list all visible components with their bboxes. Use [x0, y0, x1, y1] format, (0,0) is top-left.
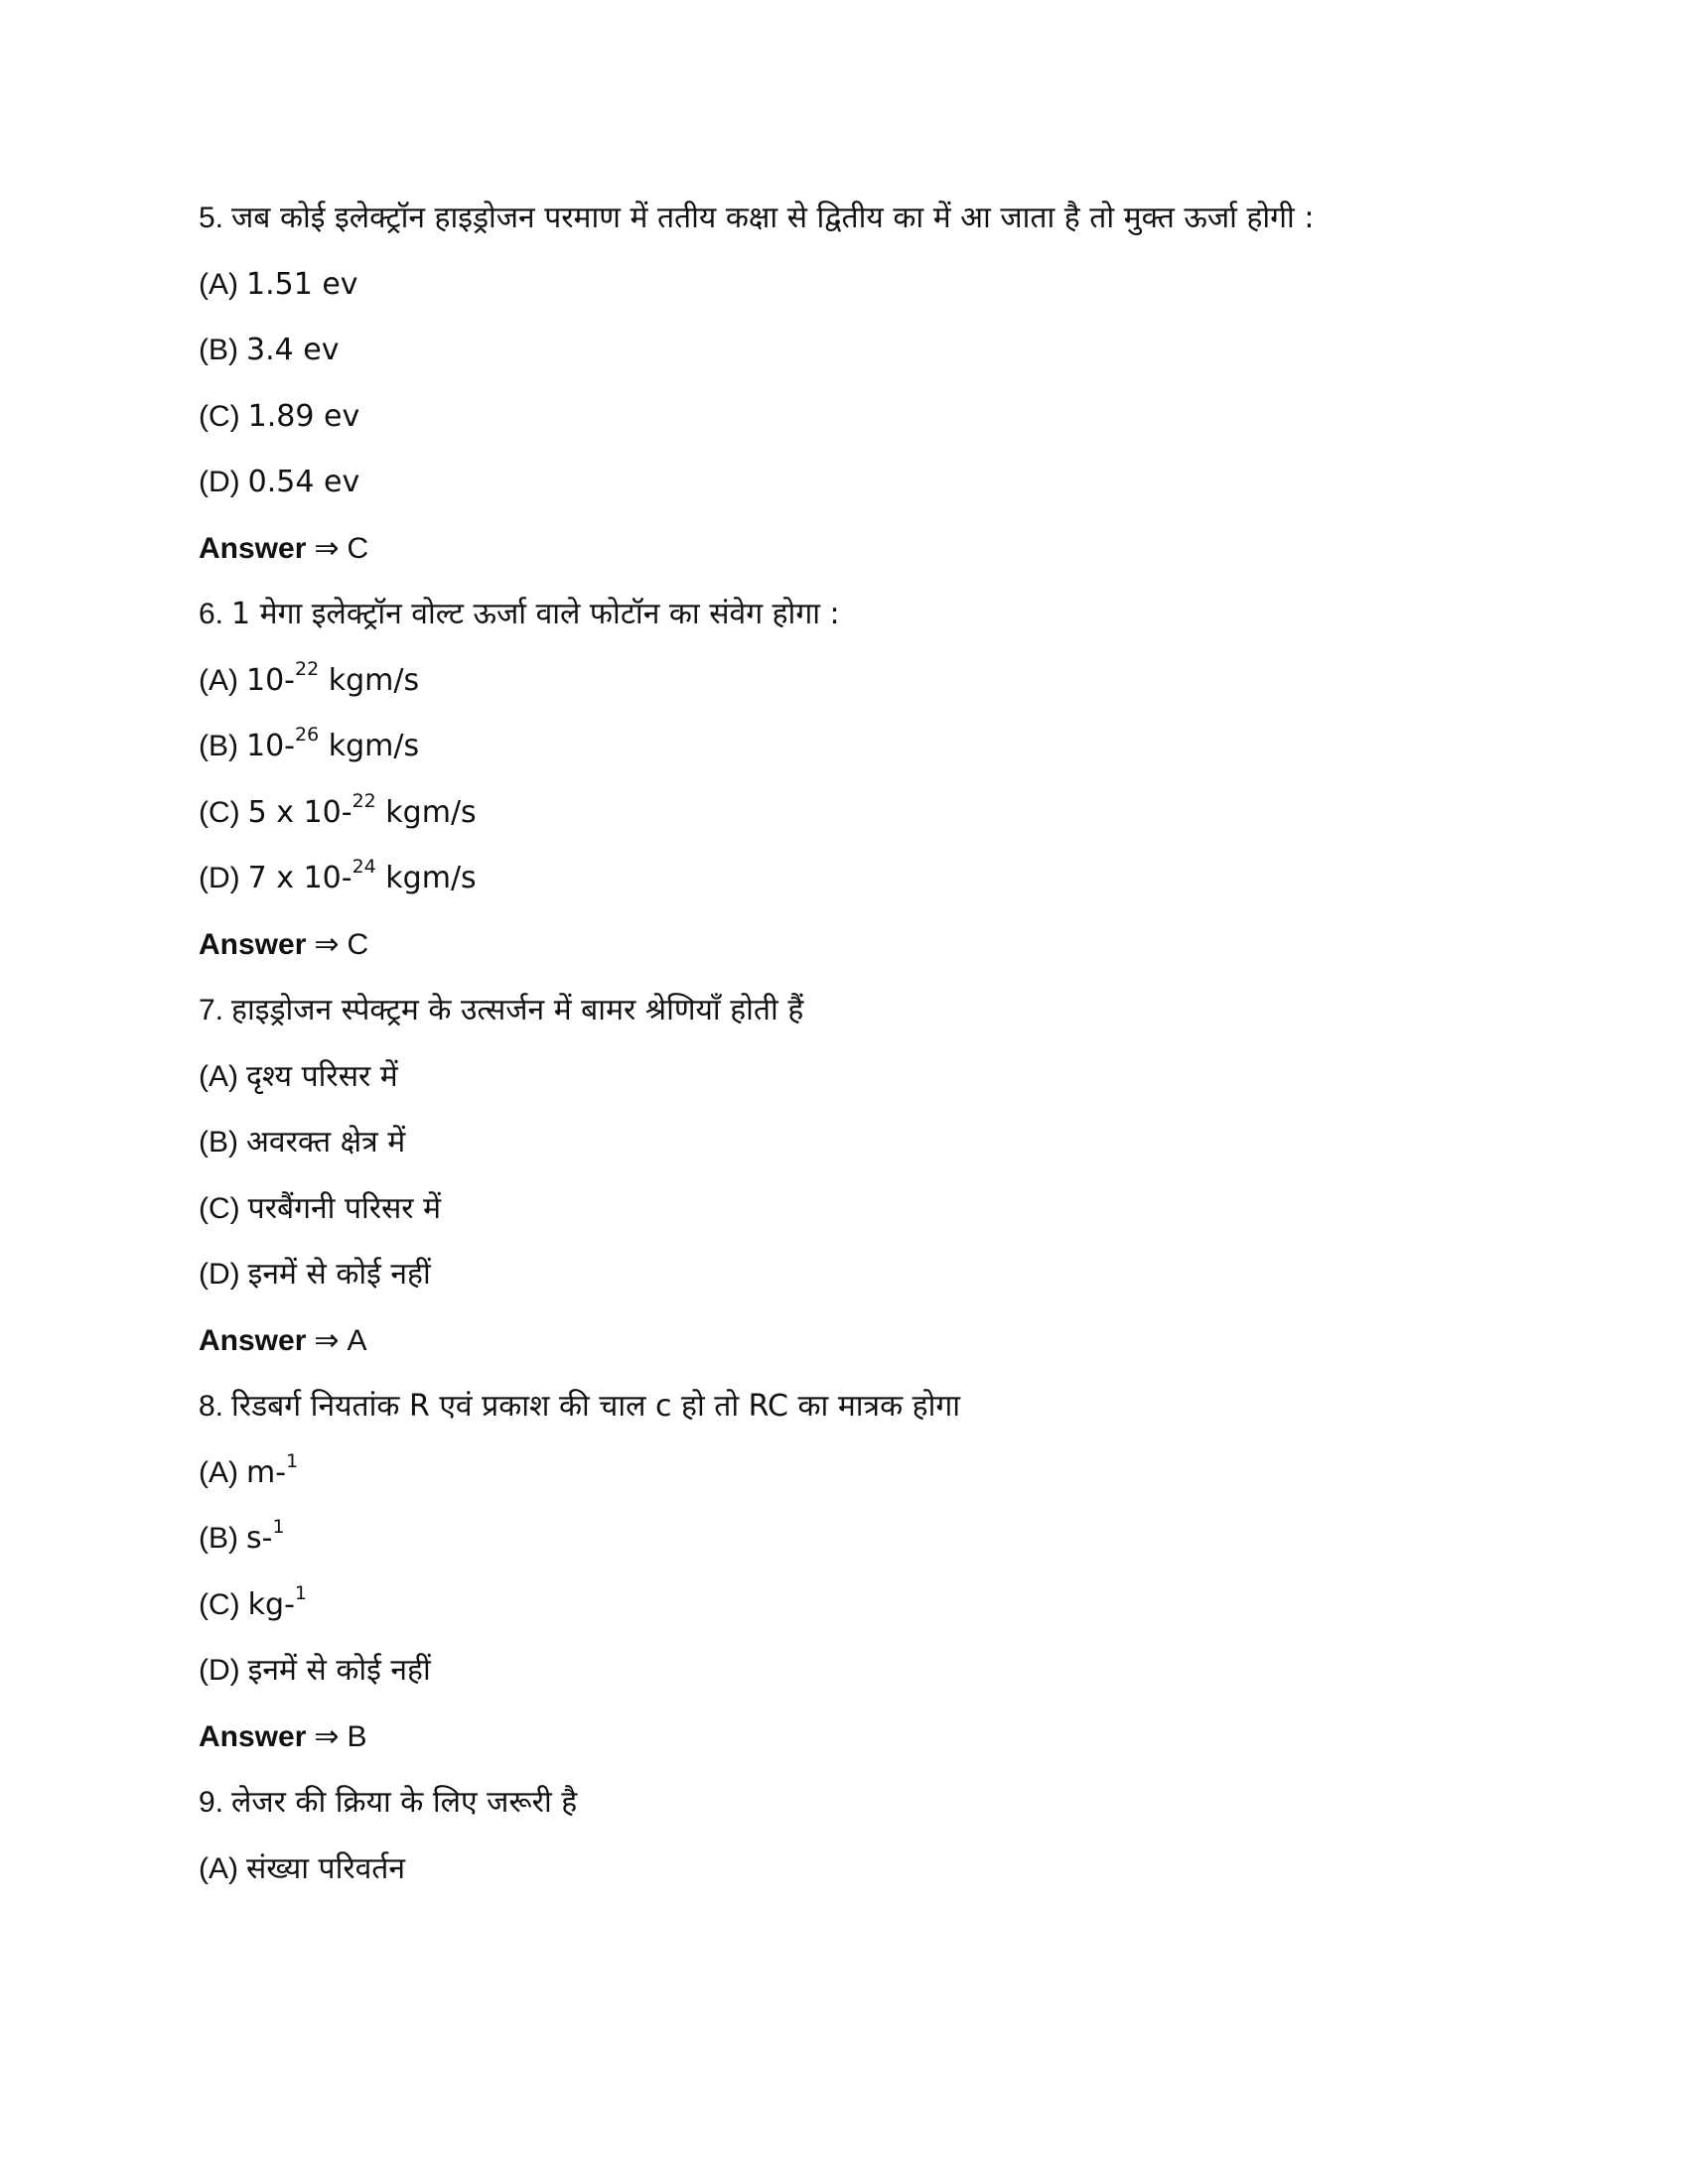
- option-unit: kgm/s: [375, 861, 477, 895]
- option-label: (A): [199, 663, 238, 697]
- option-value: अवरक्त क्षेत्र में: [246, 1125, 406, 1160]
- option-exponent: 26: [295, 724, 320, 746]
- option-label: (B): [199, 334, 238, 366]
- question-number: 5.: [199, 202, 224, 234]
- option-text: [246, 331, 339, 370]
- option-label: (C): [199, 1587, 240, 1621]
- option-exponent: 1: [286, 1449, 299, 1472]
- option-item: [199, 1651, 1519, 1691]
- option-label: (D): [199, 1654, 240, 1687]
- option-text: [246, 1123, 405, 1162]
- question-number: 6.: [199, 598, 224, 630]
- option-item: [199, 331, 1519, 370]
- answer-value: A: [347, 1323, 367, 1357]
- option-item: [199, 724, 1519, 766]
- answer-label: Answer: [199, 531, 307, 565]
- option-item: [199, 1255, 1519, 1295]
- question-8: [199, 1387, 1519, 1427]
- option-value: 10-: [246, 662, 295, 698]
- option-unit: kgm/s: [319, 662, 420, 698]
- option-text: [246, 1057, 398, 1097]
- option-item: [199, 1123, 1519, 1162]
- option-text: [247, 856, 477, 898]
- question-number: 7.: [199, 994, 224, 1026]
- question-text: रिडबर्ग नियतांक R एवं प्रकाश की चाल c हो तो RC का मात्रक होगा: [231, 1389, 961, 1424]
- option-text: [246, 1516, 285, 1559]
- answer-value: C: [347, 927, 369, 961]
- option-item: [199, 1849, 1519, 1889]
- option-exponent: 1: [294, 1581, 307, 1604]
- answer-value: C: [347, 531, 369, 565]
- option-text: [248, 1651, 431, 1691]
- question-text: लेजर की क्रिया के लिए जरूरी है: [231, 1785, 578, 1820]
- option-text: [246, 1449, 299, 1493]
- option-exponent: 24: [352, 856, 376, 878]
- option-item: [199, 789, 1519, 833]
- option-item: [199, 856, 1519, 898]
- option-value: 3.4 ev: [246, 333, 340, 367]
- option-label: (D): [199, 466, 240, 498]
- option-item: [199, 463, 1519, 502]
- implies-arrow-icon: ⇒: [314, 1323, 340, 1357]
- option-text: [248, 397, 360, 437]
- option-value: m-: [246, 1454, 287, 1490]
- option-label: (A): [199, 1059, 238, 1093]
- answer-line: [199, 925, 1519, 965]
- answer-label: Answer: [199, 1323, 307, 1357]
- answer-label: Answer: [199, 1719, 307, 1753]
- implies-arrow-icon: ⇒: [314, 1719, 340, 1753]
- option-label: (D): [199, 862, 240, 894]
- option-label: (A): [199, 1851, 238, 1885]
- option-item: [199, 1189, 1519, 1229]
- option-label: (C): [199, 399, 240, 433]
- answer-line: [199, 1717, 1519, 1757]
- answer-line: [199, 529, 1519, 569]
- option-label: (B): [199, 1522, 238, 1555]
- option-label: (A): [199, 1455, 238, 1489]
- option-value: दृश्य परिसर में: [246, 1058, 398, 1094]
- option-label: (A): [199, 267, 238, 301]
- option-text: [247, 1581, 307, 1625]
- answer-label: Answer: [199, 927, 307, 961]
- question-text: जब कोई इलेक्ट्रॉन हाइड्रोजन परमाण में ततीय कक्षा से द्वितीय का में आ जाता है तो मुक्त ऊर्जा होगी :: [231, 201, 1315, 235]
- option-text: [247, 789, 477, 833]
- option-text: [248, 463, 360, 502]
- option-value: 10-: [246, 729, 295, 763]
- option-item: [199, 1516, 1519, 1559]
- option-text: [246, 724, 420, 766]
- option-value: इनमें से कोई नहीं: [247, 1653, 431, 1688]
- question-6: [199, 595, 1519, 634]
- implies-arrow-icon: ⇒: [314, 531, 340, 565]
- option-value: kg-: [247, 1586, 295, 1622]
- question-7: [199, 991, 1519, 1030]
- option-text: [248, 1189, 441, 1229]
- option-label: (D): [199, 1258, 240, 1291]
- option-unit: kgm/s: [375, 794, 477, 830]
- option-text: [246, 265, 358, 305]
- option-label: (B): [199, 1126, 238, 1159]
- option-value: 0.54 ev: [247, 465, 360, 499]
- option-item: [199, 1449, 1519, 1493]
- option-item: [199, 397, 1519, 437]
- option-value: s-: [246, 1521, 273, 1556]
- option-item: [199, 265, 1519, 305]
- option-exponent: 22: [295, 657, 320, 680]
- option-value: 1.51 ev: [246, 266, 358, 302]
- option-value: संख्या परिवर्तन: [246, 1850, 406, 1886]
- question-number: 9.: [199, 1786, 224, 1819]
- implies-arrow-icon: ⇒: [314, 927, 340, 961]
- option-exponent: 22: [352, 789, 376, 812]
- option-text: [246, 657, 420, 701]
- answer-value: B: [347, 1719, 367, 1753]
- question-9: [199, 1783, 1519, 1823]
- option-label: (C): [199, 1191, 240, 1225]
- option-value: परबैंगनी परिसर में: [247, 1190, 442, 1226]
- option-item: [199, 1057, 1519, 1097]
- option-text: [248, 1255, 431, 1295]
- question-text: 1 मेगा इलेक्ट्रॉन वोल्ट ऊर्जा वाले फोटॉन का संवेग होगा :: [231, 597, 840, 631]
- option-exponent: 1: [272, 1516, 285, 1538]
- option-value: 7 x 10-: [247, 861, 352, 895]
- option-label: (B): [199, 730, 238, 762]
- option-value: 5 x 10-: [247, 794, 352, 830]
- option-item: [199, 1581, 1519, 1625]
- option-label: (C): [199, 795, 240, 829]
- option-item: [199, 657, 1519, 701]
- option-value: 1.89 ev: [247, 398, 360, 434]
- question-5: [199, 199, 1519, 238]
- question-text: हाइड्रोजन स्पेक्ट्रम के उत्सर्जन में बामर श्रेणियाँ होती हैं: [231, 993, 804, 1027]
- question-list: [199, 199, 1519, 1915]
- answer-line: [199, 1321, 1519, 1361]
- option-value: इनमें से कोई नहीं: [247, 1257, 431, 1292]
- option-unit: kgm/s: [319, 729, 420, 763]
- option-text: [246, 1849, 405, 1889]
- question-number: 8.: [199, 1390, 224, 1423]
